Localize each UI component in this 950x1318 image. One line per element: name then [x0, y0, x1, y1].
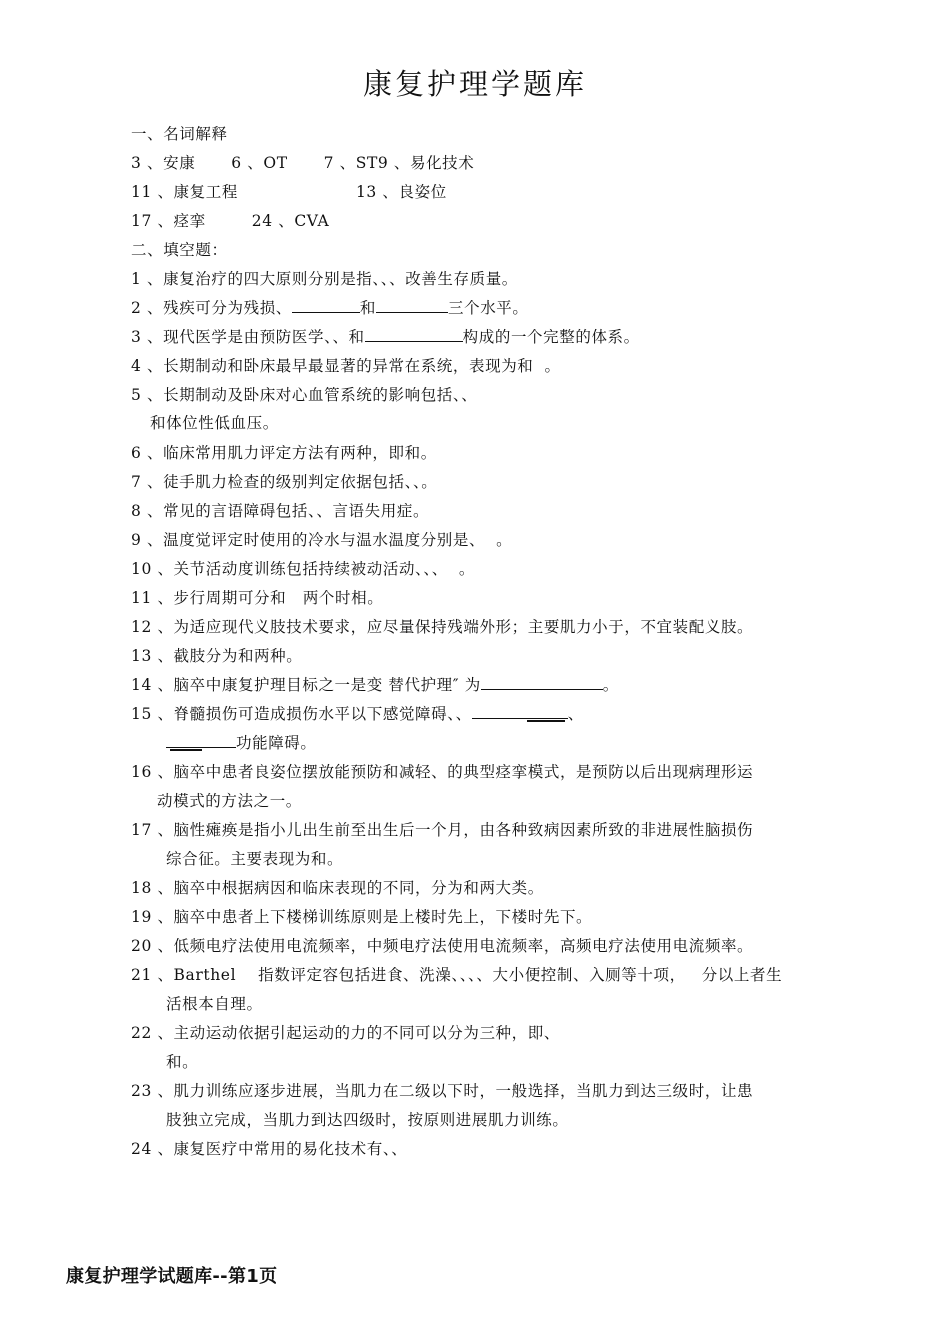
question-16: 16 、脑卒中患者良姿位摆放能预防和减轻、的典型痉挛模式，是预防以后出现病理形运 — [131, 763, 754, 781]
question-18: 18 、脑卒中根据病因和临床表现的不同，分为和两大类。 — [131, 879, 544, 897]
terms-row-3 — [131, 209, 329, 231]
question-8: 8 、常见的言语障碍包括、、言语失用症。 — [131, 502, 430, 520]
question-10: 10 、关节活动度训练包括持续被动活动、、、 。 — [131, 560, 476, 578]
term-item: 17 、痉挛 — [131, 212, 206, 230]
question-17: 17 、脑性瘫痪是指小儿出生前至出生后一个月，由各种致病因素所致的非进展性脑损伤 — [131, 821, 754, 839]
question-15 — [131, 702, 584, 724]
question-text: 14 、脑卒中康复护理目标之一是变 替代护理″ 为 — [131, 676, 481, 694]
answer-blank — [365, 327, 463, 342]
term-item: 6 、OT — [231, 154, 288, 172]
question-7: 7 、徒手肌力检查的级别判定依据包括、、。 — [131, 473, 438, 491]
section-heading-fill: 二、填空题： — [131, 241, 228, 259]
question-13: 13 、截肢分为和两种。 — [131, 647, 303, 665]
question-9: 9 、温度觉评定时使用的冷水与温水温度分别是、 。 — [131, 531, 513, 549]
answer-blank — [166, 733, 236, 748]
question-text: 21 、Barthel — [131, 966, 237, 984]
underline-mark — [527, 720, 565, 722]
answer-blank — [292, 298, 360, 313]
page-footer: 康复护理学试题库--第1页 — [66, 1266, 278, 1287]
answer-blank — [481, 675, 603, 690]
term-item: 7 、ST9 、易化技术 — [323, 154, 475, 172]
question-21 — [131, 963, 782, 985]
question-20: 20 、低频电疗法使用电流频率，中频电疗法使用电流频率，高频电疗法使用电流频率。 — [131, 937, 754, 955]
question-19: 19 、脑卒中患者上下楼梯训练原则是上楼时先上，下楼时先下。 — [131, 908, 593, 926]
question-text: 3 、现代医学是由预防医学、、和 — [131, 328, 365, 346]
question-4: 4 、长期制动和卧床最早最显著的异常在系统，表现为和 。 — [131, 357, 561, 375]
question-22-cont: 和。 — [166, 1053, 199, 1071]
term-item: 11 、康复工程 — [131, 183, 238, 201]
answer-blank — [472, 704, 568, 719]
terms-row-2 — [131, 180, 447, 202]
question-23-cont: 肢独立完成，当肌力到达四级时，按原则进展肌力训练。 — [166, 1111, 569, 1129]
term-item: 24 、CVA — [251, 212, 330, 230]
question-text: 功能障碍。 — [236, 734, 317, 752]
page-title: 康复护理学题库 — [362, 67, 587, 101]
question-17-cont: 综合征。主要表现为和。 — [166, 850, 344, 868]
question-11: 11 、步行周期可分和 两个时相。 — [131, 589, 384, 607]
section-heading-terms: 一、名词解释 — [131, 125, 228, 143]
question-12: 12 、为适应现代义肢技术要求，应尽量保持残端外形；主要肌力小于，不宜装配义肢。 — [131, 618, 754, 636]
question-text: 。 — [602, 676, 619, 694]
question-5-cont: 和体位性低血压。 — [150, 414, 279, 432]
terms-row-1 — [131, 151, 474, 173]
question-text: 构成的一个完整的体系。 — [462, 328, 640, 346]
question-3 — [131, 325, 640, 347]
question-text: 2 、残疾可分为残损、 — [131, 299, 292, 317]
term-item: 3 、安康 — [131, 154, 196, 172]
question-text: 和 — [359, 299, 376, 317]
question-text: 指数评定容包括进食、洗澡、、、、大小便控制、入厕等十项， — [258, 966, 686, 984]
question-22: 22 、主动运动依据引起运动的力的不同可以分为三种，即、 — [131, 1024, 560, 1042]
question-14 — [131, 673, 619, 695]
answer-blank — [376, 298, 448, 313]
question-21-cont: 活根本自理。 — [166, 995, 263, 1013]
question-23: 23 、肌力训练应逐步进展，当肌力在二级以下时，一般选择，当肌力到达三级时，让患 — [131, 1082, 754, 1100]
question-5: 5 、长期制动及卧床对心血管系统的影响包括、、 — [131, 386, 478, 404]
term-item: 13 、良姿位 — [355, 183, 447, 201]
question-1: 1 、康复治疗的四大原则分别是指、、、改善生存质量。 — [131, 270, 518, 288]
question-text: 15 、脊髓损伤可造成损伤水平以下感觉障碍、、 — [131, 705, 472, 723]
question-6: 6 、临床常用肌力评定方法有两种，即和。 — [131, 444, 437, 462]
question-text: 分以上者生 — [701, 966, 783, 984]
question-2 — [131, 296, 529, 318]
underline-mark — [170, 749, 202, 751]
question-24: 24 、康复医疗中常用的易化技术有、、 — [131, 1140, 408, 1158]
question-text: 三个水平。 — [448, 299, 529, 317]
question-16-cont: 动模式的方法之一。 — [157, 792, 302, 810]
question-text: 、 — [567, 705, 584, 723]
